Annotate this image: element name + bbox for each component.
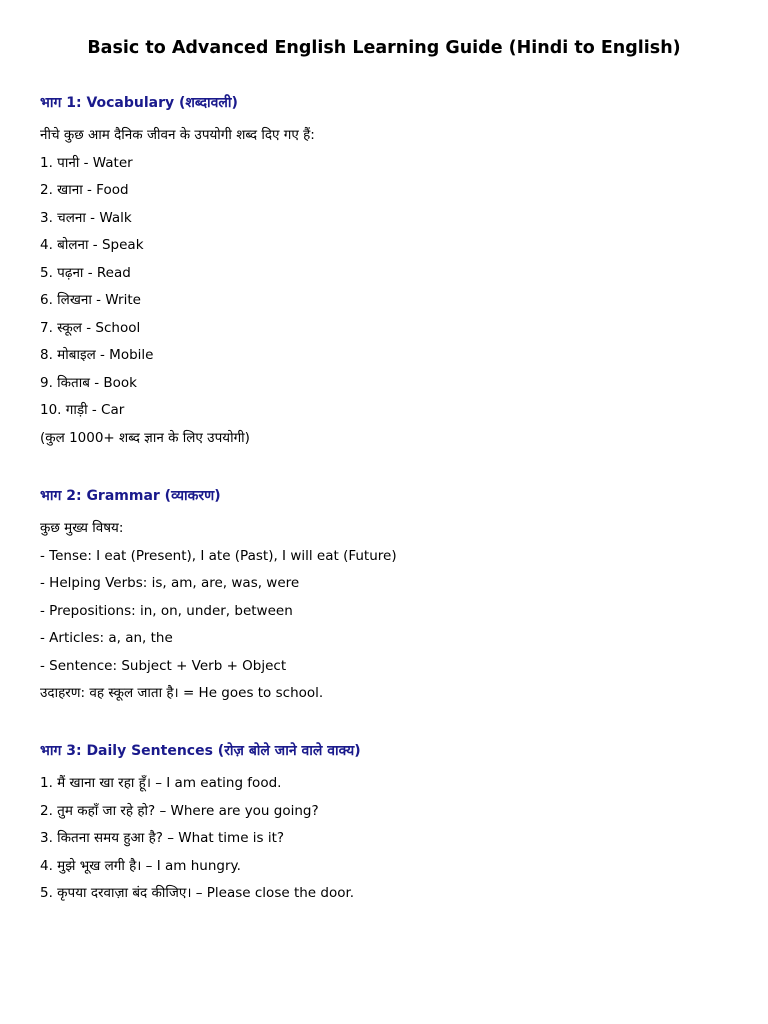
list-item: 2. खाना - Food: [40, 182, 129, 198]
intro-text: कुछ मुख्य विषय:: [40, 520, 124, 536]
intro-text: नीचे कुछ आम दैनिक जीवन के उपयोगी शब्द दिए गए हैं:: [40, 127, 315, 143]
document-title: Basic to Advanced English Learning Guide (Hindi to English): [87, 38, 681, 58]
list-item: - Sentence: Subject + Verb + Object: [40, 657, 287, 674]
list-item: 1. मैं खाना खा रहा हूँ। – I am eating food.: [40, 775, 282, 791]
section-heading: भाग 2: Grammar (व्याकरण): [40, 488, 221, 504]
list-item: - Tense: I eat (Present), I ate (Past), I will eat (Future): [40, 547, 397, 564]
list-item: - Helping Verbs: is, am, are, was, were: [40, 575, 300, 591]
list-item: 1. पानी - Water: [40, 154, 133, 171]
list-item: 3. चलना - Walk: [40, 209, 132, 226]
note-text: (कुल 1000+ शब्द ज्ञान के लिए उपयोगी): [40, 429, 250, 446]
list-item: 9. किताब - Book: [40, 374, 137, 391]
section-heading: भाग 1: Vocabulary (शब्दावली): [40, 95, 238, 111]
list-item: 7. स्कूल - School: [40, 319, 141, 336]
section-vocabulary: [40, 92, 740, 452]
list-item: - Articles: a, an, the: [40, 630, 173, 646]
list-item: 6. लिखना - Write: [40, 292, 141, 308]
list-item: 5. कृपया दरवाज़ा बंद कीजिए। – Please close the door.: [40, 885, 355, 901]
section-grammar: [40, 485, 740, 708]
example-text: उदाहरण: वह स्कूल जाता है। = He goes to school.: [40, 685, 324, 701]
list-item: 4. मुझे भूख लगी है। – I am hungry.: [40, 857, 241, 874]
section-daily-sentences: [40, 740, 740, 908]
list-item: - Prepositions: in, on, under, between: [40, 602, 293, 619]
list-item: 5. पढ़ना - Read: [40, 264, 131, 281]
list-item: 3. कितना समय हुआ है? – What time is it?: [40, 830, 285, 846]
list-item: 4. बोलना - Speak: [40, 237, 144, 253]
list-item: 2. तुम कहाँ जा रहे हो? – Where are you going?: [40, 802, 319, 819]
list-item: 10. गाड़ी - Car: [40, 402, 125, 418]
list-item: 8. मोबाइल - Mobile: [40, 347, 154, 363]
section-heading: भाग 3: Daily Sentences (रोज़ बोले जाने वाले वाक्य): [40, 743, 361, 759]
